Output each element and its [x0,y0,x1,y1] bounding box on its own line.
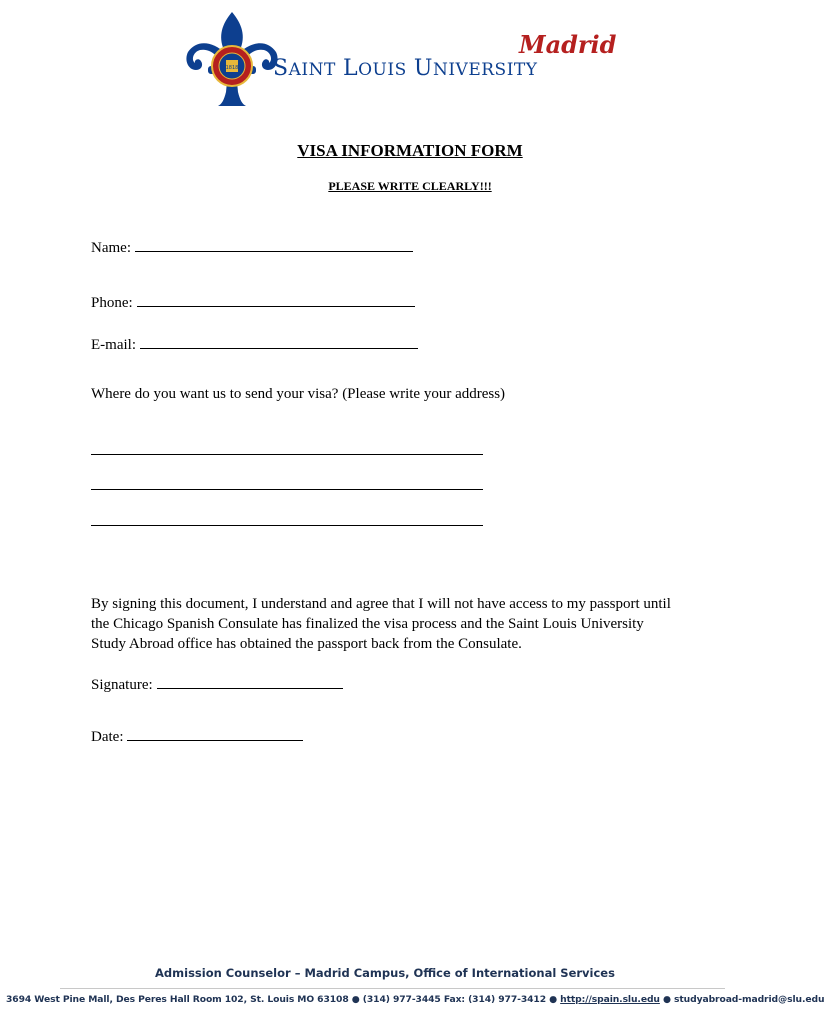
form-subtitle: PLEASE WRITE CLEARLY!!! [328,179,492,193]
university-name-text: SAINT LOUIS UNIVERSITY [273,56,538,81]
form-title: VISA INFORMATION FORM [297,141,523,160]
email-label: E-mail: [91,337,136,353]
footer-phone: (314) 977-3445 [362,994,441,1005]
footer-fax: Fax: (314) 977-3412 [443,994,547,1005]
consent-line: the Chicago Spanish Consulate has finalized the visa process and the Saint Louis University [91,616,644,632]
footer-separator: ● [549,994,558,1005]
signature-field [91,674,343,694]
phone-input-line[interactable] [137,292,415,307]
phone-label: Phone: [91,295,133,311]
signature-input-line[interactable] [157,674,343,689]
campus-name: Madrid [519,30,617,59]
email-field [91,334,418,354]
name-field [91,237,413,257]
consent-line: By signing this document, I understand and agree that I will not have access to my passport until [91,596,671,612]
seal-year: 1818 [225,65,239,71]
footer-divider [60,988,725,989]
name-input-line[interactable] [135,237,413,252]
address-line-2[interactable] [91,489,483,490]
consent-statement [91,594,691,654]
footer-address: 3694 West Pine Mall, Des Peres Hall Room 102, St. Louis MO 63108 [6,994,349,1005]
footer-title: Admission Counselor – Madrid Campus, Office of International Services [155,966,615,980]
phone-field [91,292,415,312]
website-link[interactable]: http://spain.slu.edu [560,994,660,1005]
email-input-line[interactable] [140,334,418,349]
footer-contact [6,994,824,1005]
address-line-3[interactable] [91,525,483,526]
consent-line: Study Abroad office has obtained the passport back from the Consulate. [91,636,522,652]
footer-separator: ● [351,994,360,1005]
fleur-de-lis-logo [182,10,282,110]
name-label: Name: [91,240,131,256]
address-line-1[interactable] [91,454,483,455]
footer-email[interactable]: studyabroad-madrid@slu.edu [674,994,824,1005]
date-label: Date: [91,729,124,745]
address-question: Where do you want us to send your visa? (Please write your address) [91,386,506,402]
date-field [91,726,303,746]
date-input-line[interactable] [127,726,303,741]
footer-separator: ● [662,994,671,1005]
university-name [273,56,537,81]
signature-label: Signature: [91,677,153,693]
